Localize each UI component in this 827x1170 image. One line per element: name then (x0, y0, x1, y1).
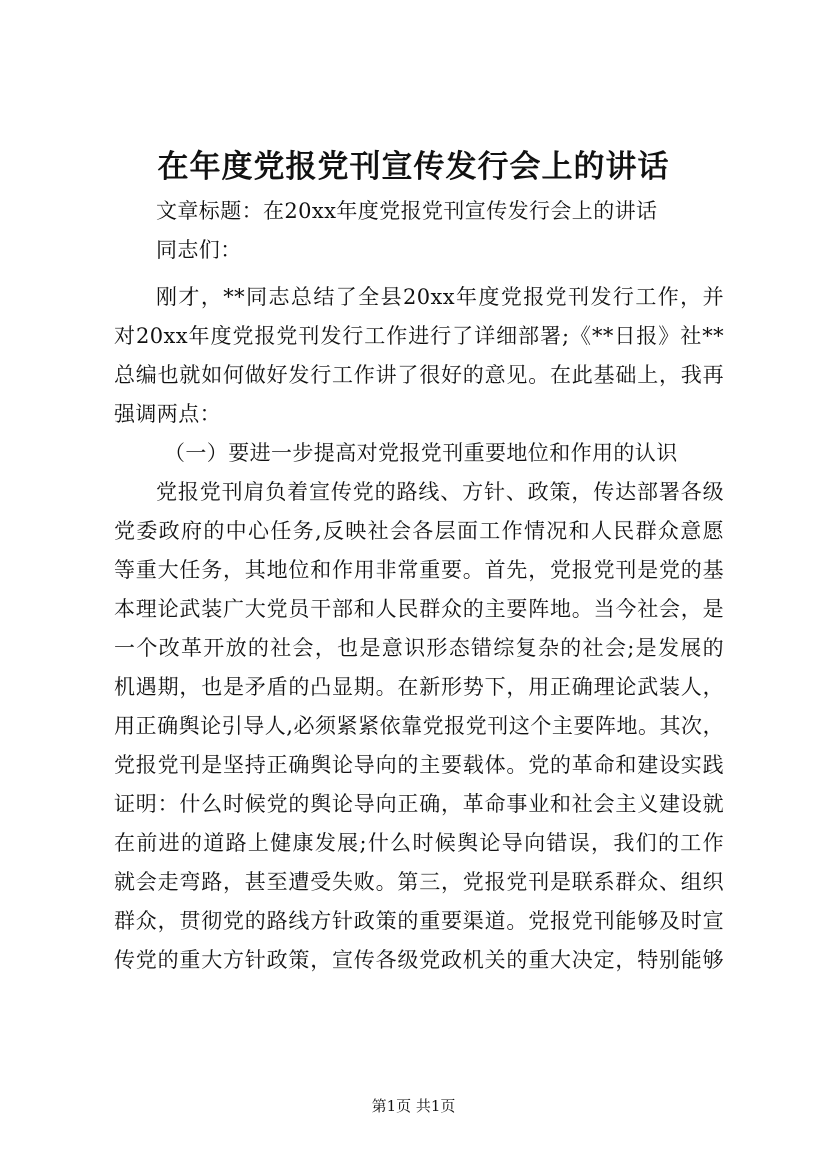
paragraph-line: 在前进的道路上健康发展;什么时候舆论导向错误，我们的工作 (114, 831, 724, 855)
paragraph-line: 一个改革开放的社会，也是意识形态错综复杂的社会;是发展的 (114, 636, 724, 660)
paragraph-line: 就会走弯路，甚至遭受失败。第三，党报党刊是联系群众、组织 (114, 870, 724, 894)
paragraph-line: 强调两点： (114, 402, 221, 426)
paragraph-line: 用正确舆论引导人,必须紧紧依靠党报党刊这个主要阵地。其次， (114, 714, 724, 738)
paragraph-line: 党委政府的中心任务,反映社会各层面工作情况和人民群众意愿 (114, 519, 724, 543)
page-number: 第1页 共1页 (371, 1097, 456, 1115)
paragraph-line: 传党的重大方针政策，宣传各级党政机关的重大决定，特别能够 (114, 948, 724, 972)
document-body (114, 192, 724, 980)
paragraph-line: 党报党刊是坚持正确舆论导向的主要载体。党的革命和建设实践 (114, 753, 724, 777)
salutation-line: 同志们： (156, 238, 242, 262)
paragraph-line: 总编也就如何做好发行工作讲了很好的意见。在此基础上，我再 (114, 363, 724, 387)
paragraph-line: 机遇期，也是矛盾的凸显期。在新形势下，用正确理论武装人， (114, 675, 724, 699)
paragraph-line: 证明：什么时候党的舆论导向正确，革命事业和社会主义建设就 (114, 792, 724, 816)
paragraph-line: 党报党刊肩负着宣传党的路线、方针、政策，传达部署各级 (156, 480, 724, 504)
paragraph-line: 对20xx年度党报党刊发行工作进行了详细部署;《**日报》社** (114, 324, 724, 348)
paragraph-line: 本理论武装广大党员干部和人民群众的主要阵地。当今社会，是 (114, 597, 724, 621)
paragraph-line: 群众，贯彻党的路线方针政策的重要渠道。党报党刊能够及时宣 (114, 909, 724, 933)
article-title-line: 文章标题：在20xx年度党报党刊宣传发行会上的讲话 (156, 199, 658, 223)
page-title: 在年度党报党刊宣传发行会上的讲话 (157, 149, 670, 185)
paragraph-line: 刚才，**同志总结了全县20xx年度党报党刊发行工作，并 (156, 285, 724, 309)
section-heading: （一）要进一步提高对党报党刊重要地位和作用的认识 (164, 441, 678, 465)
paragraph-line: 等重大任务，其地位和作用非常重要。首先，党报党刊是党的基 (114, 558, 724, 582)
